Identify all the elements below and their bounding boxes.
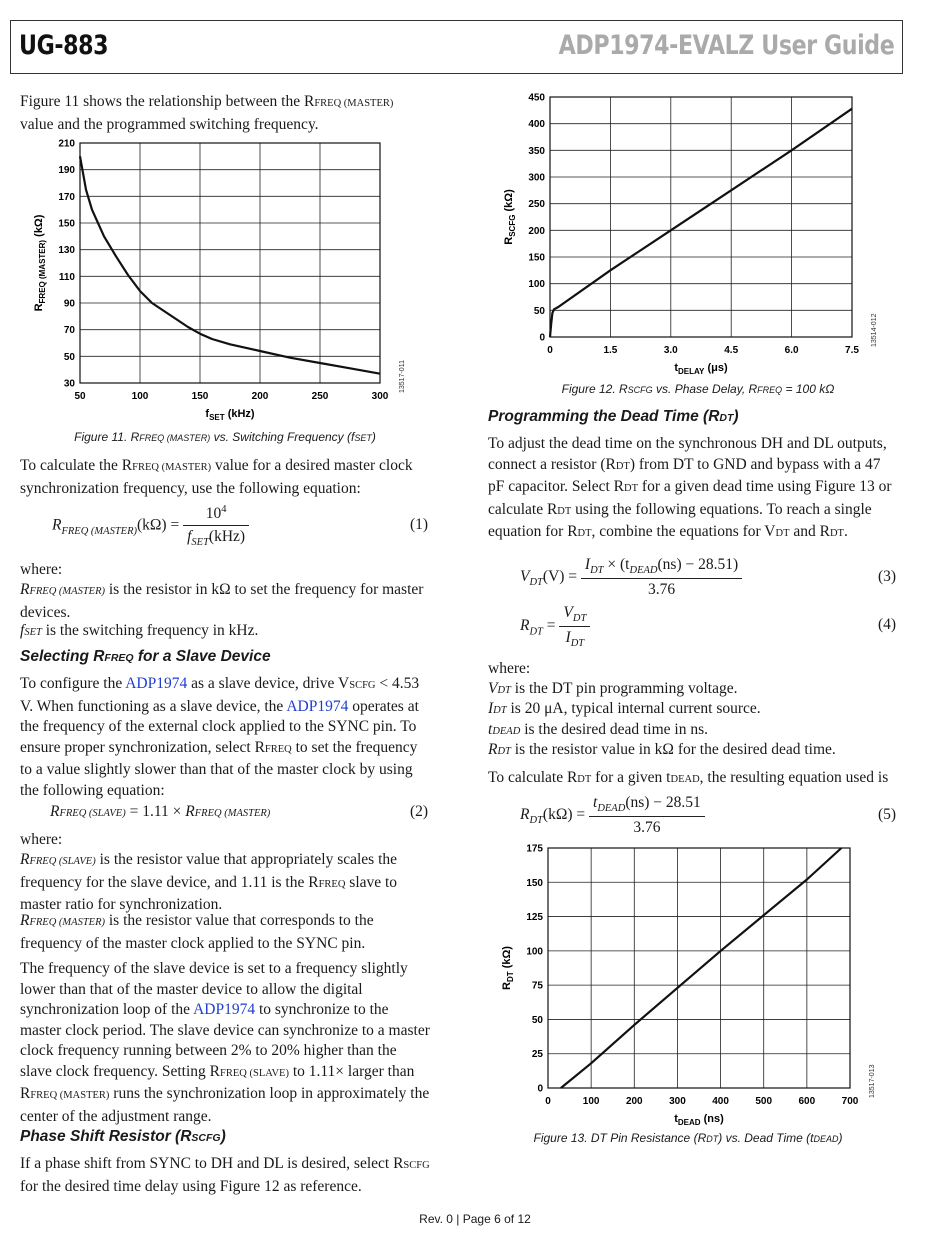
subscript: SCFG	[191, 1132, 221, 1144]
eq-fraction	[183, 504, 249, 548]
adp1974-link[interactable]: ADP1974	[193, 1001, 256, 1018]
subscript: DEAD	[813, 1134, 839, 1144]
axis-label-run: R	[33, 303, 45, 312]
y-tick-label: 75	[531, 980, 543, 992]
definition	[488, 699, 898, 722]
subscript: DT	[624, 483, 639, 494]
text-run: R	[20, 851, 30, 868]
subscript: FREQ (SLAVE)	[29, 856, 96, 867]
subscript: DT	[615, 460, 630, 472]
text-run: )	[371, 430, 376, 444]
subscript: DT	[493, 705, 507, 716]
page-header	[10, 20, 903, 74]
text-run: to set the frequency to a value slightly slower than that of the master clock by using the following equation:	[20, 738, 418, 799]
text-run: value and the programmed switching frequency.	[20, 115, 319, 133]
y-tick-label: 0	[539, 332, 545, 344]
eq-sub: DT	[570, 638, 585, 650]
subscript: FREQ (MASTER)	[132, 462, 212, 473]
text-run: slave to master ratio for synchronization.	[20, 873, 398, 913]
eq-symbol: R	[520, 806, 530, 824]
subscript: FREQ	[264, 743, 292, 755]
text-run: The frequency of the slave device is set to a frequency slightly lower than that of the master device to allow the digital synchronization loop of the	[20, 960, 408, 1018]
x-tick-label: 100	[582, 1096, 600, 1107]
intro-paragraph	[20, 92, 430, 135]
x-tick-label: 6.0	[784, 345, 799, 356]
eq-symbol: R	[50, 803, 60, 820]
axis-label-run: (kΩ)	[503, 189, 515, 215]
y-tick-label: 50	[63, 351, 75, 363]
text-run: t	[488, 721, 493, 738]
definition	[20, 850, 430, 916]
subscript: FREQ (MASTER)	[139, 433, 211, 443]
eq-den: I	[565, 629, 571, 647]
equation-3	[520, 556, 742, 599]
section-heading	[20, 1128, 226, 1146]
y-tick-label: 30	[63, 378, 75, 390]
text-run: value for a desired master clock synchronization frequency, use the following equation:	[20, 457, 413, 497]
y-tick-label: 200	[528, 225, 545, 237]
eq-symbol: R	[185, 803, 195, 820]
y-tick-label: 70	[63, 325, 75, 337]
subscript: DT	[719, 412, 734, 424]
x-tick-label: 300	[669, 1096, 686, 1107]
axis-label-run: R	[503, 236, 515, 245]
eq-num: t	[593, 794, 598, 811]
text-run: runs the synchronization loop in approximately the center of the adjustment range.	[20, 1085, 430, 1125]
axis-label-subscript: DEAD	[677, 1118, 701, 1127]
figure-12-caption	[488, 382, 908, 396]
eq-symbol: V	[520, 568, 530, 586]
figure-12-chart	[498, 88, 888, 378]
text-run: is the resistor in kΩ to set the frequency for master devices.	[20, 581, 424, 621]
equation-number: (2)	[410, 803, 429, 820]
text-run: If a phase shift from SYNC to DH and DL is desired, select R	[20, 1155, 404, 1172]
figure-13-caption	[488, 1131, 888, 1145]
y-axis-label	[33, 214, 47, 311]
document-id: UG-883	[19, 30, 109, 61]
page-footer: Rev. 0 | Page 6 of 12	[419, 1212, 531, 1226]
subscript: SCFG	[627, 385, 653, 395]
figure-11-caption	[20, 430, 430, 444]
x-tick-label: 600	[798, 1096, 816, 1107]
subscript: DT	[497, 685, 511, 696]
subscript: DT	[577, 774, 592, 785]
y-tick-label: 210	[58, 138, 75, 150]
subscript: SCFG	[403, 1160, 430, 1171]
subscript: FREQ (SLAVE)	[220, 1067, 289, 1079]
y-tick-label: 300	[528, 172, 545, 184]
eq-den: 3.76	[647, 581, 676, 599]
x-tick-label: 400	[712, 1096, 729, 1107]
text-run: ) vs. Dead Time (t	[718, 1131, 814, 1145]
text-run: Figure 11 shows the relationship between the R	[20, 93, 315, 110]
x-tick-label: 200	[251, 391, 269, 402]
eq-operator: =	[542, 617, 556, 635]
eq-unit: (kΩ) =	[542, 806, 586, 824]
x-tick-label: 3.0	[663, 345, 678, 356]
eq-sub: DT	[590, 565, 604, 577]
eq-sub: FREQ (MASTER)	[194, 808, 271, 819]
eq-sub: FREQ (SLAVE)	[59, 808, 126, 819]
subscript: SET	[24, 627, 42, 638]
text-run: for the desired time delay using Figure 12 as reference.	[20, 1177, 362, 1195]
subscript: DT	[577, 528, 592, 539]
eq-symbol: R	[520, 617, 530, 635]
text-run: Figure 13. DT Pin Resistance (R	[533, 1131, 707, 1145]
calc-rdt-paragraph	[488, 768, 908, 791]
axis-label-run: (ns)	[700, 1113, 724, 1125]
y-tick-label: 100	[526, 946, 543, 958]
equation-number: (5)	[878, 806, 897, 823]
text-run: V	[488, 680, 498, 697]
series-line	[561, 848, 842, 1088]
x-axis-label	[674, 1113, 724, 1127]
subscript: SET	[354, 433, 372, 443]
eq-symbol: R	[52, 516, 62, 534]
text-run: is the resistor value that corresponds to the frequency of the master clock applied to the SYNC pin.	[20, 912, 374, 952]
document-title: ADP1974-EVALZ User Guide	[558, 30, 894, 61]
axis-label-run: (kΩ)	[33, 214, 45, 240]
eq-sub: SET	[191, 537, 209, 549]
subscript: DT	[775, 528, 790, 539]
text-run: = 100 kΩ	[782, 382, 835, 396]
eq-sub: DT	[529, 815, 543, 827]
text-run: Figure 11. R	[74, 430, 140, 444]
definition	[20, 580, 430, 623]
subscript: DEAD	[670, 774, 700, 785]
text-run: )	[220, 1128, 226, 1145]
calc-paragraph	[20, 456, 430, 499]
figure-code: 13517-013	[869, 1064, 876, 1098]
eq-unit: (V) =	[542, 568, 578, 586]
subscript: DT	[497, 746, 511, 757]
eq-num: I	[584, 556, 591, 573]
subscript: DEAD	[492, 726, 521, 737]
x-tick-label: 700	[841, 1096, 859, 1107]
y-tick-label: 150	[528, 252, 545, 264]
adp1974-link[interactable]: ADP1974	[125, 675, 188, 692]
eq-unit: (kΩ) =	[137, 516, 180, 534]
text-run: is the switching frequency in kHz.	[41, 622, 259, 639]
text-run: R	[20, 912, 30, 929]
y-tick-label: 50	[533, 305, 545, 317]
x-axis-label	[205, 408, 255, 422]
axis-label-run: (kΩ)	[501, 946, 513, 972]
x-tick-label: 1.5	[603, 345, 618, 356]
plot-frame	[80, 143, 380, 383]
text-run: using the following equations. To reach a single equation for R	[488, 500, 872, 540]
text-run: < 4.53 V. When functioning as a slave device, the	[20, 675, 420, 715]
x-tick-label: 500	[755, 1096, 773, 1107]
text-run: to 1.11× larger than R	[20, 1062, 415, 1102]
x-tick-label: 4.5	[724, 345, 739, 356]
text-run: .	[843, 523, 848, 540]
subscript: FREQ (MASTER)	[29, 586, 105, 597]
text-run: is the DT pin programming voltage.	[510, 680, 738, 697]
eq-sub: DT	[529, 577, 543, 589]
eq-sup: 4	[221, 504, 227, 515]
text-run: is the resistor value in kΩ for the desired dead time.	[510, 741, 836, 758]
text-run: To configure the	[20, 675, 126, 692]
subscript: DT	[706, 1134, 719, 1144]
eq-num: 10	[205, 505, 222, 523]
section-heading	[20, 648, 271, 666]
x-tick-label: 300	[371, 391, 389, 402]
y-axis-label	[501, 946, 515, 990]
y-axis-label	[503, 189, 517, 245]
x-tick-label: 0	[547, 345, 553, 356]
equation-number: (3)	[878, 568, 897, 585]
subscript: FREQ (MASTER)	[314, 98, 394, 109]
text-run: f	[20, 622, 25, 639]
eq-fraction	[589, 794, 705, 837]
y-tick-label: 150	[526, 877, 543, 889]
axis-label-subscript: SCFG	[508, 214, 517, 237]
y-tick-label: 190	[58, 165, 75, 177]
phase-paragraph	[20, 1154, 430, 1197]
axis-label-run: f	[205, 408, 210, 420]
text-run: for a given dead time using Figure 13 or calculate R	[488, 478, 892, 518]
x-tick-label: 7.5	[845, 345, 859, 356]
y-tick-label: 125	[526, 912, 543, 924]
figure-code: 13514-012	[871, 313, 878, 347]
text-run: vs. Switching Frequency (f	[210, 430, 355, 444]
figure-13-chart	[498, 838, 888, 1128]
subscript: FREQ	[757, 385, 783, 395]
y-tick-label: 450	[528, 92, 545, 104]
eq-fraction	[559, 604, 590, 649]
x-tick-label: 200	[625, 1096, 643, 1107]
equation-number: (4)	[878, 616, 897, 633]
text-run: To calculate the R	[20, 457, 133, 474]
eq-sub: DEAD	[597, 803, 626, 815]
y-tick-label: 150	[58, 218, 75, 230]
subscript: FREQ (MASTER)	[29, 917, 105, 928]
text-run: Selecting R	[20, 648, 105, 665]
text-run: R	[20, 581, 30, 598]
text-run: for a Slave Device	[133, 648, 271, 665]
plot-frame	[550, 97, 852, 337]
text-run: is 20 μA, typical internal current source.	[506, 700, 761, 717]
text-run: )	[733, 408, 739, 425]
text-run: , combine the equations for V	[591, 523, 776, 540]
text-run: ) from DT to GND and bypass with a 47 pF capacitor. Select R	[488, 455, 881, 495]
adp1974-link[interactable]: ADP1974	[286, 697, 349, 715]
y-tick-label: 250	[528, 199, 545, 211]
slave-paragraph-2	[20, 959, 430, 1127]
text-run: , the resulting equation used is	[699, 769, 889, 786]
text-run: operates at the frequency of the external clock applied to the SYNC pin. To ensure proper synchronization, select R	[20, 697, 419, 756]
where-label: where:	[488, 660, 531, 677]
series-line	[550, 109, 852, 337]
text-run: )	[838, 1131, 843, 1145]
equation-1	[52, 504, 249, 548]
eq-sub: DEAD	[629, 565, 658, 577]
y-tick-label: 175	[526, 843, 543, 855]
eq-operator: = 1.11 ×	[125, 803, 186, 820]
axis-label-run: R	[501, 982, 513, 990]
series-line	[80, 156, 380, 373]
eq-sub: FREQ (MASTER)	[61, 525, 137, 537]
axis-label-subscript: DT	[506, 971, 515, 983]
definition	[20, 911, 430, 954]
equation-number: (1)	[410, 516, 429, 533]
eq-sub: DT	[529, 626, 543, 638]
x-tick-label: 150	[191, 391, 209, 402]
subscript: FREQ (MASTER)	[30, 1090, 110, 1101]
subscript: DT	[557, 505, 572, 517]
text-run: as a slave device, drive V	[187, 675, 350, 692]
text-run: vs. Phase Delay, R	[652, 382, 758, 396]
eq-sub: DT	[572, 613, 587, 625]
figure-code: 13517-011	[399, 360, 406, 393]
eq-fraction	[581, 556, 742, 599]
y-tick-label: 130	[58, 245, 75, 257]
text-run: To calculate R	[488, 769, 578, 786]
axis-label-subscript: FREQ (MASTER)	[38, 239, 47, 304]
equation-5	[520, 794, 705, 837]
definition	[488, 740, 898, 763]
axis-label-subscript: DELAY	[678, 367, 705, 376]
text-run: and R	[789, 523, 830, 540]
equation-4	[520, 604, 590, 649]
y-tick-label: 25	[531, 1049, 543, 1061]
text-run: R	[488, 741, 498, 758]
text-run: To adjust the dead time on the synchronous DH and DL outputs, connect a resistor (R	[488, 435, 887, 473]
eq-den: f	[187, 528, 192, 546]
figure-11-chart	[20, 136, 420, 426]
x-tick-label: 0	[545, 1096, 551, 1107]
text-run: Programming the Dead Time (R	[488, 408, 720, 425]
x-tick-label: 250	[311, 391, 329, 402]
y-tick-label: 400	[528, 119, 545, 131]
eq-num: (ns) − 28.51	[625, 794, 701, 811]
eq-unit: (kHz)	[208, 528, 246, 546]
subscript: SCFG	[349, 680, 376, 691]
x-axis-label	[674, 362, 728, 376]
subscript: FREQ	[104, 652, 134, 664]
eq-num: V	[563, 604, 573, 621]
axis-label-run: t	[674, 1113, 678, 1125]
text-run: to synchronize to the master clock period. The slave device can synchronize to a master clock frequency running between 2% to 20% higher than the slave clock frequency. Setting R	[20, 1001, 430, 1080]
axis-label-run: (μs)	[704, 362, 728, 374]
axis-label-subscript: SET	[209, 413, 225, 422]
y-tick-label: 0	[537, 1083, 543, 1095]
text-run: Figure 12. R	[561, 382, 628, 396]
text-run: is the desired dead time in ns.	[520, 721, 708, 738]
axis-label-run: t	[674, 362, 679, 374]
eq-den: 3.76	[633, 819, 661, 837]
x-tick-label: 50	[74, 391, 86, 402]
axis-label-run: (kHz)	[224, 408, 255, 420]
equation-2	[50, 803, 270, 821]
eq-num: × (t	[603, 556, 630, 573]
text-run: Phase Shift Resistor (R	[20, 1128, 192, 1145]
y-tick-label: 170	[58, 191, 75, 203]
subscript: FREQ	[318, 878, 346, 890]
text-run: I	[488, 700, 494, 717]
text-run: for a given t	[591, 769, 671, 786]
section-heading	[488, 408, 739, 426]
x-tick-label: 100	[131, 391, 149, 402]
text-run: is the resistor value that appropriately scales the frequency for the slave device, and 1.11 is the R	[20, 851, 398, 891]
slave-paragraph	[20, 674, 430, 801]
y-tick-label: 90	[63, 298, 75, 310]
y-tick-label: 50	[531, 1014, 543, 1026]
where-label: where:	[20, 561, 63, 578]
subscript: DT	[829, 528, 844, 539]
y-tick-label: 100	[528, 279, 545, 291]
dead-time-paragraph	[488, 434, 898, 545]
eq-num: (ns) − 28.51)	[657, 556, 739, 573]
y-tick-label: 350	[528, 145, 545, 157]
where-label: where:	[20, 831, 63, 848]
definition	[20, 621, 430, 644]
y-tick-label: 110	[58, 271, 75, 283]
